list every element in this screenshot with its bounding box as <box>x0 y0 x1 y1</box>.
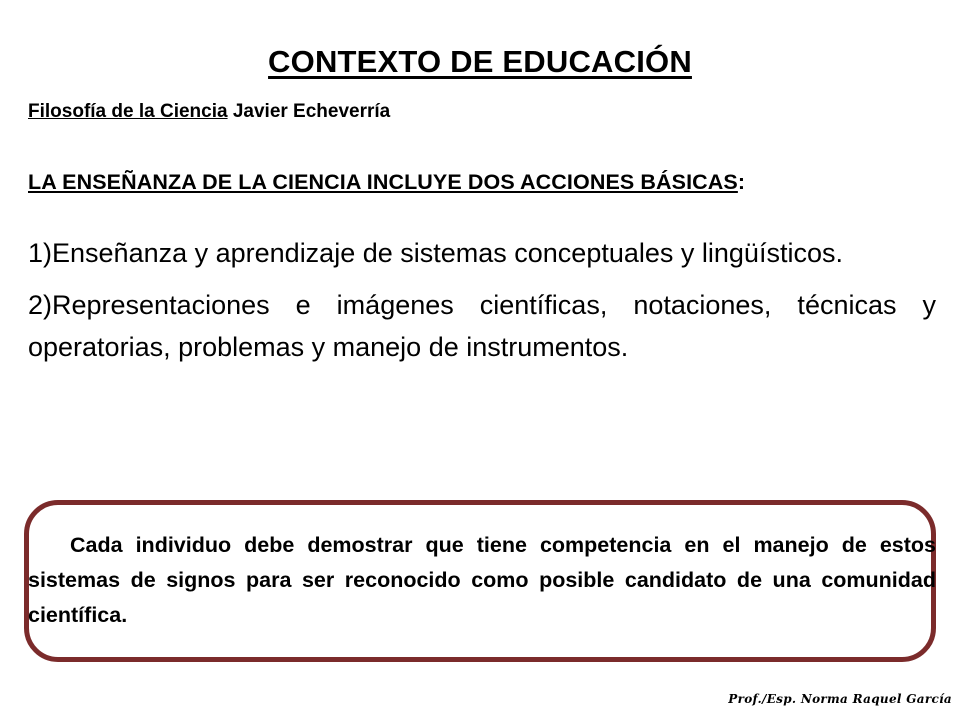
source-reference <box>28 101 390 123</box>
point-item-2: 2)Representaciones e imágenes científicas, notaciones, técnicas y operatorias, problemas y manejo de instrumentos. <box>28 290 936 362</box>
book-title: Filosofía de la Ciencia <box>28 101 228 122</box>
slide-title: CONTEXTO DE EDUCACIÓN <box>268 44 692 79</box>
section-heading-text: LA ENSEÑANZA DE LA CIENCIA INCLUYE DOS ACCIONES BÁSICAS <box>28 170 738 194</box>
callout-text: Cada individuo debe demostrar que tiene competencia en el manejo de estos sistemas de signos para ser reconocido como posible candidato de una comunidad científica. <box>28 533 936 627</box>
author-name: Javier Echeverría <box>227 101 391 122</box>
section-heading <box>28 170 745 195</box>
author-signature: Prof./Esp. Norma Raquel García <box>728 692 952 706</box>
points-list <box>28 232 936 378</box>
point-item-1: 1)Enseñanza y aprendizaje de sistemas conceptuales y lingüísticos. <box>28 238 843 268</box>
section-heading-colon: : <box>737 170 746 194</box>
